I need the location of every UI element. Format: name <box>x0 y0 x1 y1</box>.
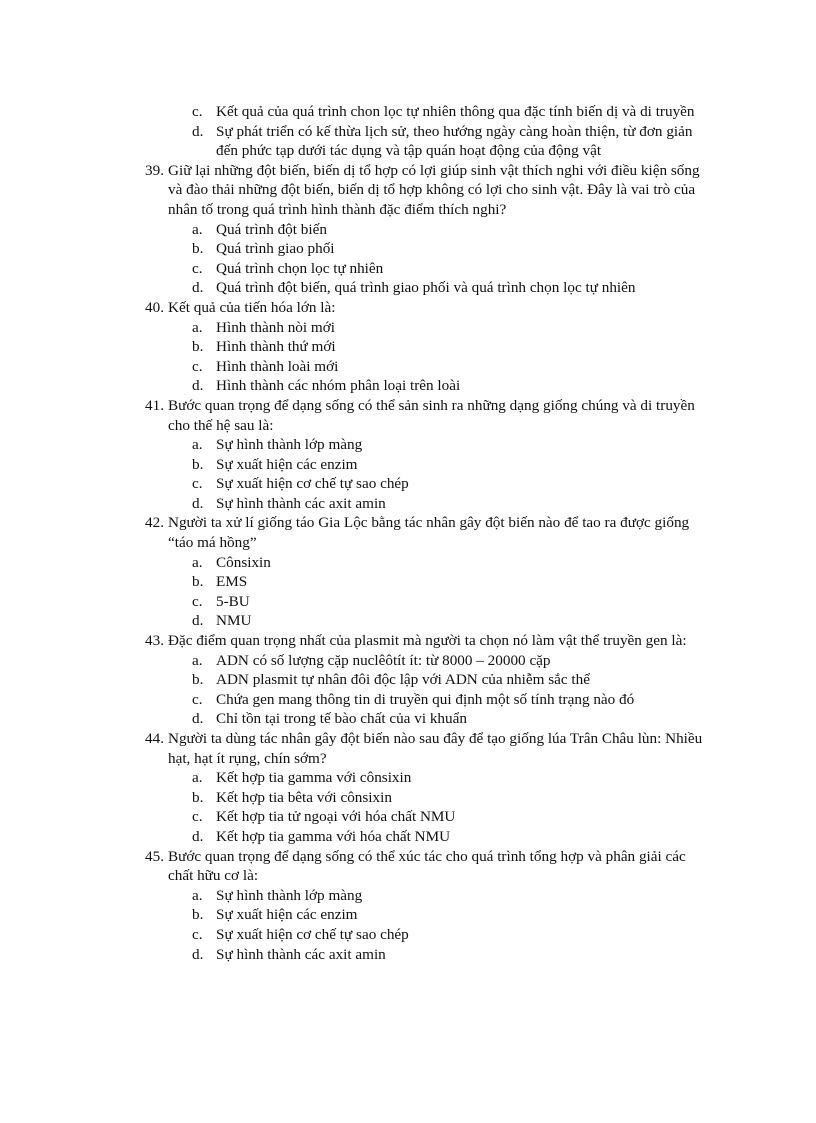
question-39 <box>0 161 816 298</box>
option-text: Quá trình giao phối <box>216 240 335 258</box>
option-item <box>192 455 706 475</box>
option-item <box>192 553 706 573</box>
option-letter: c. <box>192 259 203 277</box>
option-item <box>192 220 706 240</box>
option-item <box>192 259 706 279</box>
question-text: Đặc điểm quan trọng nhất của plasmit mà người ta chọn nó làm vật thể truyền gen là: <box>168 632 687 650</box>
option-item <box>192 788 706 808</box>
option-letter: d. <box>192 377 204 395</box>
question-44 <box>0 729 816 847</box>
option-text: ADN plasmit tự nhân đôi độc lập với ADN của nhiễm sắc thể <box>216 671 590 689</box>
option-item <box>192 886 706 906</box>
option-item <box>192 357 706 377</box>
option-letter: c. <box>192 357 203 375</box>
option-text: Quá trình chọn lọc tự nhiên <box>216 259 384 277</box>
question-number: 40. <box>145 298 164 316</box>
option-text: Sự hình thành các axit amin <box>216 494 386 512</box>
option-text: Sự xuất hiện các enzim <box>216 906 358 924</box>
option-text: Kết hợp tia gamma với hóa chất NMU <box>216 827 451 845</box>
option-letter: d. <box>192 827 204 845</box>
option-item <box>192 494 706 514</box>
option-item <box>192 592 706 612</box>
option-item <box>192 435 706 455</box>
option-letter: a. <box>192 886 203 904</box>
option-letter: b. <box>192 455 204 473</box>
option-letter: b. <box>192 240 204 258</box>
option-letter: d. <box>192 279 204 297</box>
option-text: NMU <box>216 612 252 630</box>
option-letter: a. <box>192 436 203 454</box>
question-number: 42. <box>145 514 164 532</box>
option-letter: a. <box>192 220 203 238</box>
option-letter: d. <box>192 945 204 963</box>
option-item <box>192 278 706 298</box>
option-letter: b. <box>192 788 204 806</box>
option-text: Kết quả của quá trình chon lọc tự nhiên thông qua đặc tính biến dị và di truyền <box>216 103 695 120</box>
option-text: Chỉ tồn tại trong tế bào chất của vi khuẩn <box>216 710 467 728</box>
option-letter: b. <box>192 671 204 689</box>
option-item <box>192 827 706 847</box>
question-stem <box>145 729 708 768</box>
option-text: Hình thành loài mới <box>216 357 339 375</box>
option-text: Sự hình thành lớp màng <box>216 436 363 454</box>
option-item <box>192 337 706 357</box>
option-text: Sự xuất hiện cơ chế tự sao chép <box>216 475 409 493</box>
option-item <box>192 102 706 122</box>
option-letter: a. <box>192 553 203 571</box>
option-item <box>192 651 706 671</box>
option-item <box>192 690 706 710</box>
question-text: Bước quan trọng để dạng sống có thể sản sinh ra những dạng giống chúng và di truyền cho thế hệ sau là: <box>168 396 695 434</box>
option-item <box>192 474 706 494</box>
question-stem <box>145 161 708 220</box>
question-number: 41. <box>145 396 164 414</box>
option-text: Sự hình thành lớp màng <box>216 886 363 904</box>
question-43 <box>0 631 816 729</box>
option-item <box>192 945 706 965</box>
question-40 <box>0 298 816 396</box>
option-text: Quá trình đột biến <box>216 220 327 238</box>
question-42 <box>0 513 816 631</box>
option-text: Sự xuất hiện các enzim <box>216 455 358 473</box>
question-stem <box>145 631 708 651</box>
question-text: Người ta dùng tác nhân gây đột biến nào sau đây để tạo giống lúa Trân Châu lùn: Nhiều hạt, hạt ít rụng, chín sớm? <box>168 730 703 767</box>
option-letter: c. <box>192 103 203 120</box>
option-letter: a. <box>192 651 203 669</box>
document-content <box>0 102 816 964</box>
question-number: 39. <box>145 161 164 179</box>
option-text: Cônsixin <box>216 553 271 571</box>
option-text: Kết hợp tia tử ngoại với hóa chất NMU <box>216 808 456 826</box>
option-item <box>192 768 706 788</box>
option-text: Sự phát triển có kế thừa lịch sử, theo hướng ngày càng hoàn thiện, từ đơn giản đến phức tạp dưới tác dụng và tập quán hoạt động của động vật <box>216 122 693 160</box>
question-number: 44. <box>145 730 164 747</box>
option-letter: c. <box>192 808 203 826</box>
question-text: Người ta xử lí giống táo Gia Lộc bằng tác nhân gây đột biến nào để tao ra được giống “táo má hồng” <box>168 514 690 552</box>
option-item <box>192 239 706 259</box>
option-item <box>192 709 706 729</box>
option-text: Sự xuất hiện cơ chế tự sao chép <box>216 925 409 943</box>
question-text: Bước quan trọng để dạng sống có thể xúc tác cho quá trình tổng hợp và phân giải các chất hữu cơ là: <box>168 847 686 885</box>
question-stem <box>145 298 708 318</box>
option-letter: c. <box>192 925 203 943</box>
option-letter: a. <box>192 769 203 787</box>
option-letter: d. <box>192 122 204 140</box>
option-text: Hình thành nòi mới <box>216 318 335 336</box>
option-text: Sự hình thành các axit amin <box>216 945 386 963</box>
option-item <box>192 376 706 396</box>
question-number: 43. <box>145 632 164 650</box>
option-letter: c. <box>192 475 203 493</box>
option-text: Kết hợp tia gamma với cônsixin <box>216 769 412 787</box>
option-text: Quá trình đột biến, quá trình giao phối và quá trình chọn lọc tự nhiên <box>216 279 636 297</box>
option-text: Hình thành thứ mới <box>216 338 336 356</box>
option-text: Chứa gen mang thông tin di truyền qui định một số tính trạng nào đó <box>216 690 635 708</box>
option-letter: a. <box>192 318 203 336</box>
option-text: EMS <box>216 573 248 591</box>
option-item <box>192 122 706 161</box>
continued-options <box>0 102 816 161</box>
option-text: Hình thành các nhóm phân loại trên loài <box>216 377 461 395</box>
option-item <box>192 572 706 592</box>
option-letter: b. <box>192 573 204 591</box>
question-stem <box>145 513 708 552</box>
option-item <box>192 611 706 631</box>
option-item <box>192 670 706 690</box>
question-stem <box>145 396 708 435</box>
question-41 <box>0 396 816 514</box>
option-letter: b. <box>192 906 204 924</box>
question-text: Giữ lại những đột biến, biến dị tổ hợp có lợi giúp sinh vật thích nghi với điều kiện sống và đào thải những đột biến, biến dị tổ hợp không có lợi cho sinh vật. Đây là vai trò của nhân tố trong quá trình hình thành đặc điểm thích nghi? <box>168 161 700 218</box>
option-letter: d. <box>192 494 204 512</box>
option-letter: c. <box>192 592 203 610</box>
option-item <box>192 925 706 945</box>
option-text: ADN có số lượng cặp nuclêôtít ít: từ 8000 – 20000 cặp <box>216 651 551 669</box>
question-45 <box>0 847 816 965</box>
option-text: 5-BU <box>216 592 250 610</box>
question-number: 45. <box>145 847 164 865</box>
option-text: Kết hợp tia bêta với cônsixin <box>216 788 392 806</box>
option-letter: d. <box>192 710 204 728</box>
option-item <box>192 807 706 827</box>
question-text: Kết quả của tiến hóa lớn là: <box>168 298 336 316</box>
option-letter: b. <box>192 338 204 356</box>
option-item <box>192 905 706 925</box>
question-stem <box>145 847 708 886</box>
option-letter: d. <box>192 612 204 630</box>
option-letter: c. <box>192 690 203 708</box>
option-item <box>192 318 706 338</box>
